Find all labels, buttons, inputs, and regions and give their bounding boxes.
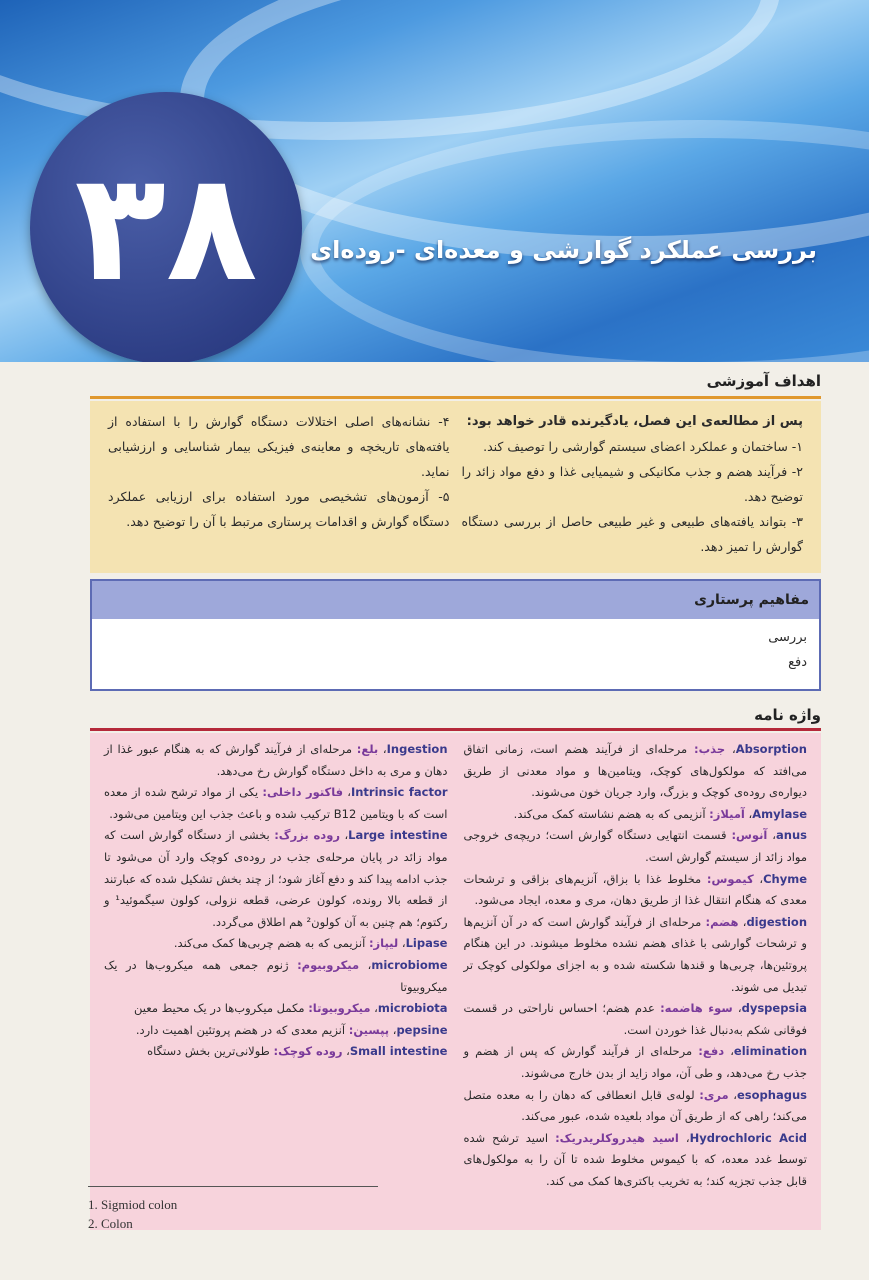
term-persian: میکروبیوتا: bbox=[308, 1001, 371, 1016]
glossary-entry: Absorption، جذب: مرحله‌ای از فرآیند هضم است، زمانی اتفاق می‌افتد که مولکول‌های کوچک، ویتامین‌ها و مواد معدنی از طریق دیواره‌ی روده‌ی کوچک و بزرگ، وارد جریان خون می‌شوند. bbox=[463, 742, 807, 800]
term-persian: آنوس: bbox=[731, 828, 768, 843]
term-english: Large intestine bbox=[348, 828, 448, 843]
term-english: Ingestion bbox=[386, 742, 448, 756]
term-english: Small intestine bbox=[349, 1044, 448, 1059]
term-persian: لیپاز: bbox=[368, 936, 399, 951]
term-definition: آنزیم معدی که در هضم پروتئین اهمیت دارد. bbox=[135, 1022, 346, 1037]
glossary-entry: Lipase، لیپاز: آنزیمی که به هضم چربی‌ها کمک می‌کند. bbox=[173, 936, 448, 951]
nursing-concepts-box bbox=[90, 579, 821, 691]
term-persian: بلع: bbox=[356, 742, 379, 756]
term-definition: آنزیمی که به هضم چربی‌ها کمک می‌کند. bbox=[173, 936, 366, 951]
term-english: digestion bbox=[746, 914, 808, 929]
term-persian: روده بزرگ: bbox=[274, 828, 340, 843]
glossary-entry: anus، آنوس: قسمت انتهایی دستگاه گوارش است؛ دریچه‌ی خروجی مواد زائد از سیستم گوارش است. bbox=[463, 828, 808, 864]
glossary-entry: Hydrochloric Acid، اسید هیدروکلریدریک: اسید ترشح شده توسط غدد معده، که با کیموس مخلوط شده تا آن را به مولکول‌های قابل جذب تجزیه کند؛ به تخریب باکتری‌ها کمک می کند. bbox=[463, 1130, 807, 1188]
glossary-entry: Small intestine، روده کوچک: طولانی‌ترین بخش دستگاه bbox=[147, 1044, 448, 1059]
chapter-header-banner bbox=[0, 0, 869, 362]
term-persian: آمیلاز: bbox=[709, 806, 745, 821]
term-english: esophagus bbox=[737, 1087, 807, 1102]
glossary-entry: digestion، هضم: مرحله‌ای از فرآیند گوارش است که در آن آنزیم‌ها و ترشحات گوارشی با غذای هضم نشده مخلوط میشوند. در این هنگام پروتئین‌ها، چربی‌ها و قندها شکسته شده و به اجزای مولکولی کوچک تر تبدیل می شوند. bbox=[463, 914, 808, 994]
term-persian: کیموس: bbox=[706, 871, 754, 886]
term-persian: میکروبیوم: bbox=[297, 957, 360, 972]
term-definition: آنزیمی که به هضم نشاسته کمک می‌کند. bbox=[513, 806, 706, 821]
term-definition: مرحله‌ای از فرآیند گوارش که به هنگام عبور غذا از دهان و مری به داخل دستگاه گوارش رخ می‌دهد. bbox=[104, 742, 448, 778]
term-english: Intrinsic factor bbox=[350, 785, 448, 800]
chapter-number: ۳۸ bbox=[74, 141, 258, 315]
glossary-entry: esophagus، مری: لوله‌ی قابل انعطافی که دهان را به معده متصل می‌کند؛ راهی که از طریق آن مواد بلعیده شده، عبور می‌کند. bbox=[463, 1087, 807, 1124]
objectives-intro: پس از مطالعه‌ی این فصل، یادگیرنده قادر خواهد بود: bbox=[466, 414, 803, 429]
objective-item: ۵- آزمون‌های تشخیصی مورد استفاده برای ارزیابی عملکرد دستگاه گوارش و اقدامات پرستاری مرتبط با آن را توضیح دهد. bbox=[108, 489, 450, 529]
term-persian: سوء هاضمه: bbox=[660, 1001, 733, 1016]
term-definition: مخلوط غذا با بزاق، آنزیم‌های بزاقی و ترشحات معدی که هنگام انتقال غذا از طریق دهان، مری و معده، ایجاد می‌شود. bbox=[463, 871, 807, 908]
term-definition: قسمت انتهایی دستگاه گوارش است؛ دریچه‌ی خروجی مواد زائد از سیستم گوارش است. bbox=[463, 828, 807, 864]
term-definition: یکی از مواد ترشح شده از معده است که با ویتامین B12 ترکیب شده و باعث جذب این ویتامین می‌شود. bbox=[104, 785, 448, 821]
chapter-number-badge bbox=[30, 92, 302, 362]
term-english: Lipase bbox=[405, 936, 448, 951]
objectives-rule bbox=[90, 396, 821, 399]
term-english: Amylase bbox=[752, 806, 807, 821]
glossary-entry: Amylase، آمیلاز: آنزیمی که به هضم نشاسته کمک می‌کند. bbox=[513, 806, 807, 821]
term-english: dyspepsia bbox=[741, 1001, 807, 1016]
term-persian: اسید هیدروکلریدریک: bbox=[555, 1130, 679, 1145]
glossary-heading: واژه نامه bbox=[754, 706, 821, 724]
term-definition: عدم هضم؛ احساس ناراحتی در قسمت فوقانی شکم به‌دنبال غذا خوردن است. bbox=[463, 1001, 807, 1037]
footnote: 1. Sigmiod colon bbox=[88, 1197, 178, 1212]
glossary-right-column bbox=[456, 739, 816, 1224]
term-english: Chyme bbox=[763, 871, 807, 886]
glossary-left-column bbox=[96, 739, 456, 1224]
concepts-list bbox=[92, 619, 819, 681]
objective-item: ۲- فرآیند هضم و جذب مکانیکی و شیمیایی غذا و دفع مواد زائد را توضیح دهد. bbox=[461, 464, 803, 504]
term-english: microbiome bbox=[371, 957, 448, 972]
footnote: 2. Colon bbox=[88, 1216, 133, 1231]
term-english: Hydrochloric Acid bbox=[689, 1130, 807, 1145]
objective-item: ۳- بتواند یافته‌های طبیعی و غیر طبیعی حاصل از بررسی دستگاه گوارش را تمیز دهد. bbox=[461, 514, 803, 554]
concepts-title: مفاهیم پرستاری bbox=[92, 581, 819, 619]
glossary-entry: Chyme، کیموس: مخلوط غذا با بزاق، آنزیم‌های بزاقی و ترشحات معدی که هنگام انتقال غذا از طریق دهان، مری و معده، ایجاد می‌شود. bbox=[463, 871, 807, 908]
glossary-entry: microbiota، میکروبیوتا: مکمل میکروب‌ها در یک محیط معین bbox=[134, 1001, 448, 1016]
term-english: elimination bbox=[733, 1044, 808, 1059]
glossary-entry: microbiome، میکروبیوم: ژنوم جمعی همه میکروب‌ها در یک میکروبیوتا bbox=[104, 957, 448, 994]
glossary-rule bbox=[90, 728, 821, 731]
chapter-title: بررسی عملکرد گوارشی و معده‌ای -روده‌ای bbox=[310, 236, 817, 264]
glossary-entry: dyspepsia، سوء هاضمه: عدم هضم؛ احساس ناراحتی در قسمت فوقانی شکم به‌دنبال غذا خوردن است. bbox=[463, 1001, 807, 1037]
term-persian: فاکتور داخلی: bbox=[262, 785, 344, 800]
term-definition: مرحله‌ای از فرآیند هضم است، زمانی اتفاق می‌افتد که مولکول‌های کوچک، ویتامین‌ها و مواد معدنی از طریق دیواره‌ی روده‌ی کوچک و بزرگ، وارد جریان خون می‌شوند. bbox=[463, 742, 807, 800]
term-definition: طولانی‌ترین بخش دستگاه bbox=[147, 1044, 270, 1059]
term-persian: روده کوچک: bbox=[273, 1044, 343, 1059]
term-persian: دفع: bbox=[698, 1044, 725, 1059]
term-persian: مری: bbox=[699, 1087, 729, 1102]
term-english: microbiota bbox=[377, 1001, 448, 1016]
glossary-entry: pepsine، پپسین: آنزیم معدی که در هضم پروتئین اهمیت دارد. bbox=[135, 1022, 448, 1037]
glossary-box bbox=[90, 733, 821, 1230]
objectives-left-column bbox=[102, 409, 456, 565]
objective-item: ۱- ساختمان و عملکرد اعضای سیستم گوارشی را توصیف کند. bbox=[483, 439, 803, 454]
objectives-heading: اهداف آموزشی bbox=[706, 372, 821, 390]
concept-item: دفع bbox=[788, 655, 807, 670]
objective-item: ۴- نشانه‌های اصلی اختلالات دستگاه گوارش را با استفاده از یافته‌های تاریخچه و معاینه‌ی فیزیکی بیمار شناسایی و ارزشیابی نماید. bbox=[108, 414, 450, 479]
objectives-box bbox=[90, 401, 821, 573]
term-definition: مرحله‌ای از فرآیند گوارش که پس از هضم و جذب رخ می‌دهد، و طی آن، مواد زاید از بدن خارج می‌شوند. bbox=[463, 1044, 807, 1080]
term-persian: پپسین: bbox=[348, 1022, 390, 1037]
term-definition: اسید ترشح شده توسط غدد معده، که با کیموس مخلوط شده تا آن را به مولکول‌های قابل جذب تجزیه کند؛ به تخریب باکتری‌ها کمک می کند. bbox=[463, 1130, 807, 1188]
glossary-entry: Ingestion، بلع: مرحله‌ای از فرآیند گوارش که به هنگام عبور غذا از دهان و مری به داخل دستگاه گوارش رخ می‌دهد. bbox=[104, 742, 448, 778]
term-definition: بخشی از دستگاه گوارش است که مواد زائد در پایان مرحله‌ی جذب در روده‌ی کوچک وارد آن می‌شود تا جذب ادامه پیدا کند و دفع آغاز شود؛ از چند بخش تشکیل شده که عبارتند از قطعه بالا رونده، کولون عرضی، قطعه نزولی، کولون سیگموئید¹ و رکتوم؛ هم چنین به آن کولون² هم اطلاق می‌گردد. bbox=[104, 828, 448, 929]
concept-item: بررسی bbox=[768, 630, 807, 645]
term-persian: جذب: bbox=[694, 742, 726, 756]
glossary-entry: Intrinsic factor، فاکتور داخلی: یکی از مواد ترشح شده از معده است که با ویتامین B12 ترکیب شده و باعث جذب این ویتامین می‌شود. bbox=[104, 785, 448, 821]
term-definition: ژنوم جمعی همه میکروب‌ها در یک میکروبیوتا bbox=[104, 957, 448, 994]
footnotes bbox=[88, 1186, 378, 1233]
objectives-right-column bbox=[456, 409, 810, 565]
glossary-entry: Large intestine، روده بزرگ: بخشی از دستگاه گوارش است که مواد زائد در پایان مرحله‌ی جذب در روده‌ی کوچک وارد آن می‌شود تا جذب ادامه پیدا کند و دفع آغاز شود؛ از چند بخش تشکیل شده که عبارتند از قطعه بالا رونده، کولون عرضی، قطعه نزولی، کولون سیگموئید¹ و رکتوم؛ هم چنین به آن کولون² هم اطلاق می‌گردد. bbox=[104, 828, 448, 929]
term-english: Absorption bbox=[735, 742, 807, 756]
term-english: anus bbox=[776, 828, 808, 843]
glossary-entry: elimination، دفع: مرحله‌ای از فرآیند گوارش که پس از هضم و جذب رخ می‌دهد، و طی آن، مواد زاید از بدن خارج می‌شوند. bbox=[463, 1044, 808, 1080]
term-definition: مرحله‌ای از فرآیند گوارش است که در آن آنزیم‌ها و ترشحات گوارشی با غذای هضم نشده مخلوط میشوند. در این هنگام پروتئین‌ها، چربی‌ها و قندها شکسته شده و به اجزای مولکولی کوچک تر تبدیل می شوند. bbox=[463, 914, 807, 994]
term-english: pepsine bbox=[396, 1022, 448, 1037]
term-definition: لوله‌ی قابل انعطافی که دهان را به معده متصل می‌کند؛ راهی که از طریق آن مواد بلعیده شده، عبور می‌کند. bbox=[463, 1087, 807, 1124]
term-persian: هضم: bbox=[705, 914, 739, 929]
term-definition: مکمل میکروب‌ها در یک محیط معین bbox=[134, 1001, 305, 1016]
